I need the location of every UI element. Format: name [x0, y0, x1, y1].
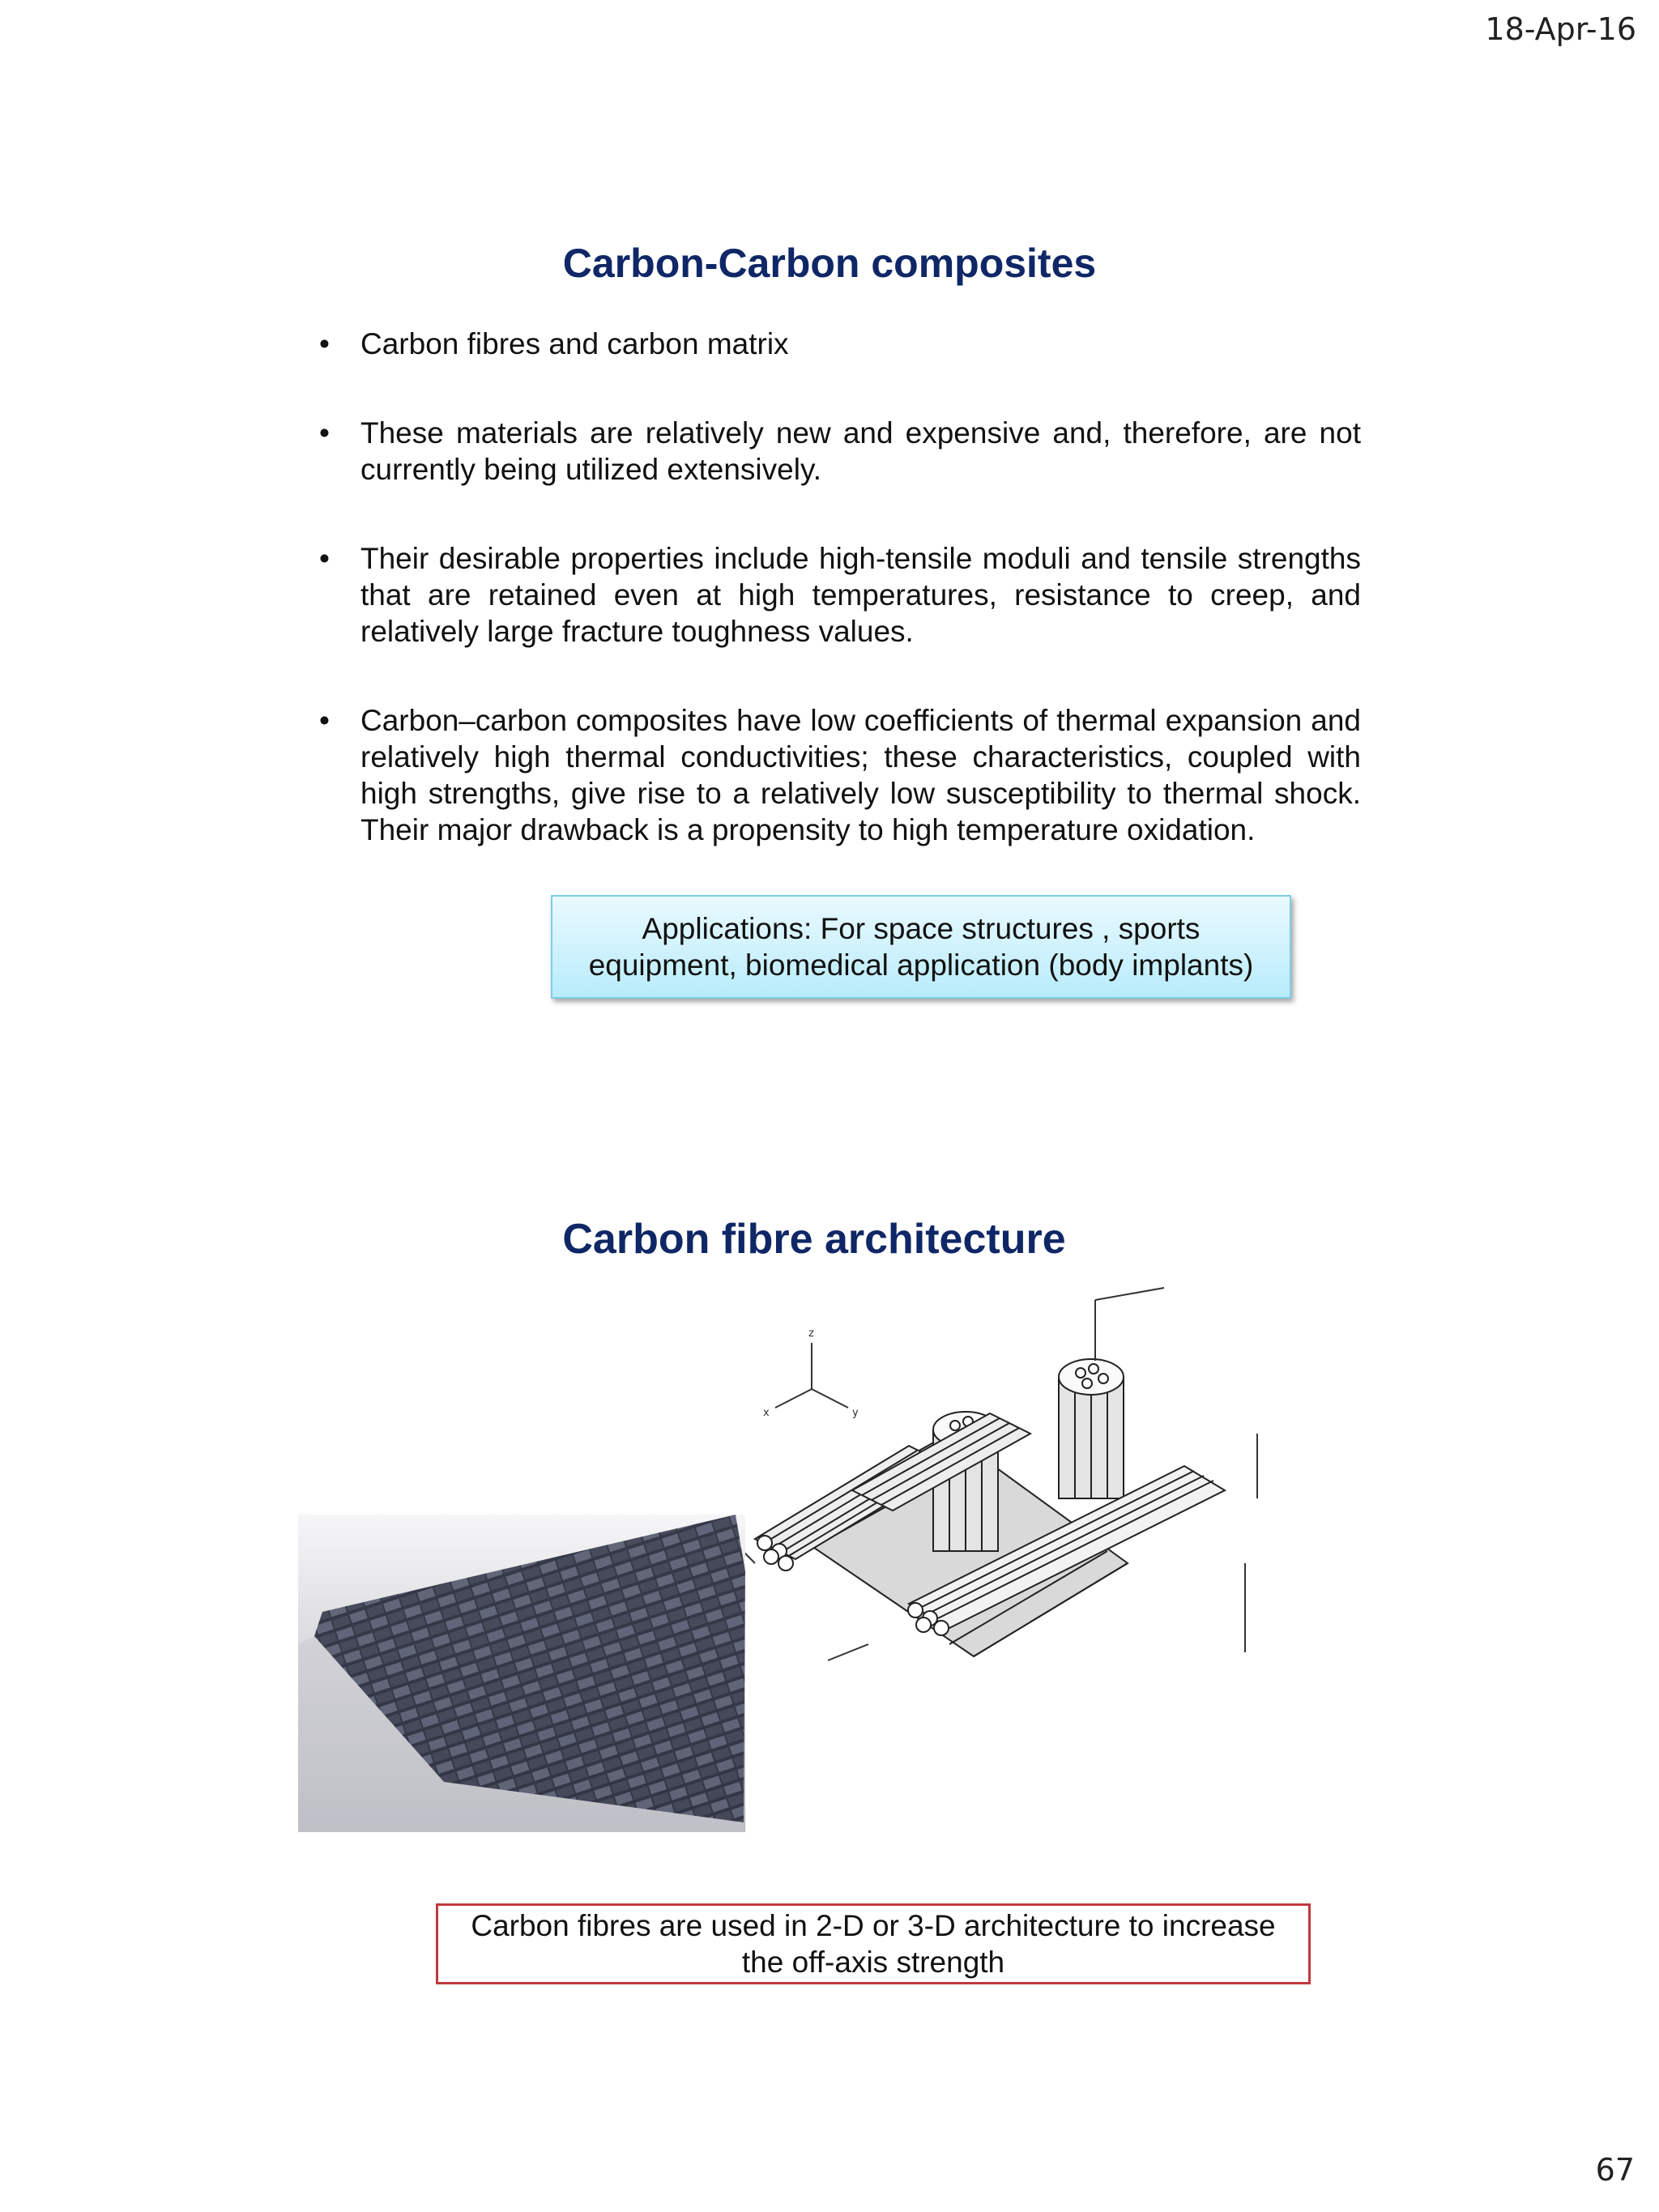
fibre-architecture-3d-image: [706, 1272, 1280, 1705]
bullet-item: • Carbon–carbon composites have low coefficients of thermal expansion and relatively high thermal conductivities; these characteristics, coupled with high strengths, give rise to a relatively low susceptibility to thermal shock. Their major drawback is a propensity to high temperature oxidation.: [316, 702, 1361, 848]
architecture-note-box: [436, 1903, 1311, 1984]
bullet-item: • Their desirable properties include high-tensile moduli and tensile strengths that are retained even at high temperatures, resistance to creep, and relatively large fracture toughness values.: [316, 540, 1361, 650]
axis-label-z: z: [808, 1328, 814, 1340]
axis-label-x: x: [763, 1407, 770, 1419]
woven-carbon-fabric-image: [298, 1515, 745, 1832]
bullet-list: [316, 326, 1361, 901]
page-number: 67: [1595, 2152, 1635, 2188]
architecture-note-text: Carbon fibres are used in 2-D or 3-D architecture to increase the off-axis strength: [471, 1909, 1276, 1979]
bullet-item: • These materials are relatively new and expensive and, therefore, are not currently being utilized extensively.: [316, 415, 1361, 488]
axis-label-y: y: [852, 1407, 859, 1419]
vertical-fibre-column-back: [1059, 1359, 1124, 1498]
applications-callout: [551, 895, 1291, 999]
applications-text: Applications: For space structures , sports equipment, biomedical application (body implants): [588, 912, 1254, 982]
bullet-item: • Carbon fibres and carbon matrix: [316, 326, 1361, 362]
slide-title: Carbon-Carbon composites: [562, 241, 1097, 286]
slide-date: 18-Apr-16: [1485, 11, 1636, 47]
architecture-subtitle: Carbon fibre architecture: [562, 1216, 1066, 1263]
